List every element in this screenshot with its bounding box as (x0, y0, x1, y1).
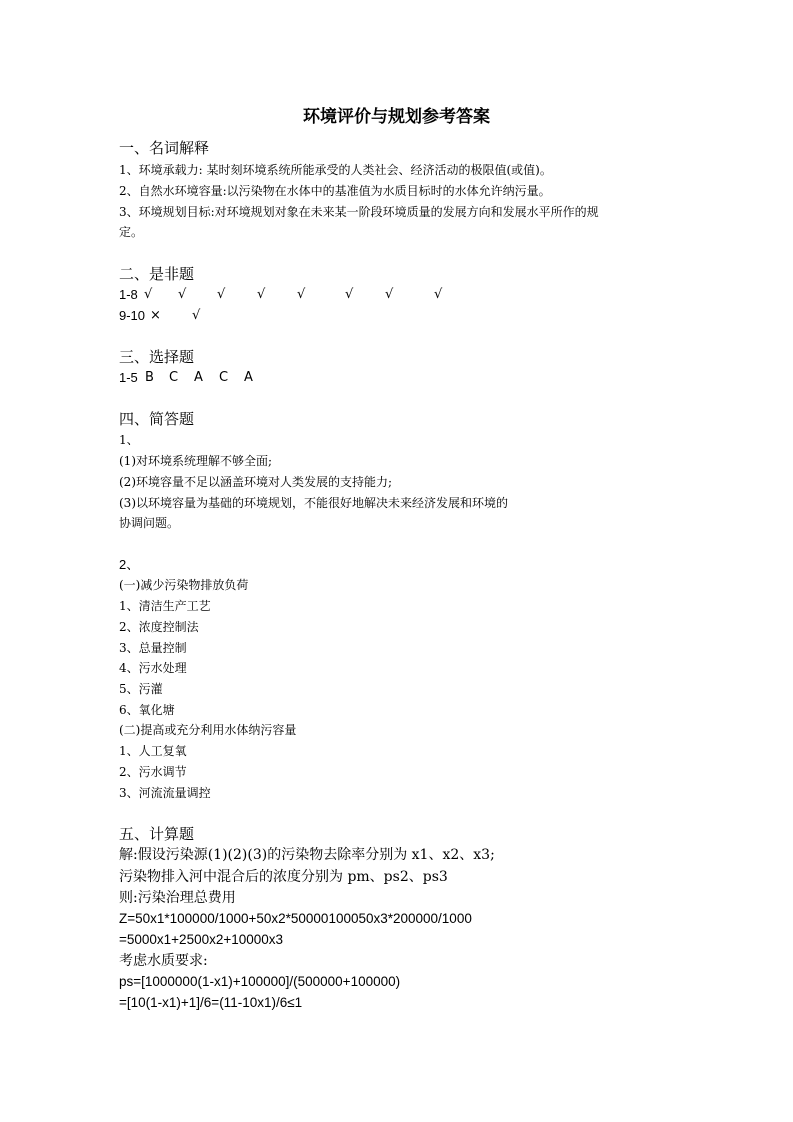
true-false-mark-1: √ (144, 287, 153, 302)
short-answer-2-line: 4、污水处理 (119, 661, 187, 675)
choice-label: 1-5 (119, 370, 138, 385)
short-answer-1-line: (3)以环境容量为基础的环境规划，不能很好地解决未来经济发展和环境的 (119, 496, 509, 510)
true-false-row2-label: 9-10 (119, 308, 146, 323)
short-answer-1-line: 协调问题。 (119, 516, 180, 530)
short-answer-2-line: 6、氧化塘 (119, 703, 175, 717)
short-answer-2-line: 5、污灌 (119, 682, 163, 696)
definition-2: 2、自然水环境容量:以污染物在水体中的基准值为水质目标时的水体允许纳污量。 (119, 184, 551, 198)
short-answer-2-line: 1、清洁生产工艺 (119, 599, 211, 613)
short-answer-2-line: 3、总量控制 (119, 641, 187, 655)
definition-1: 1、环境承载力: 某时刻环境系统所能承受的人类社会、经济活动的极限值(或值)。 (119, 163, 552, 177)
section2-heading: 二、是非题 (119, 265, 195, 283)
choice-answer-3: A (194, 370, 203, 385)
calculation-line: ps=[1000000(1-x1)+100000]/(500000+100000) (119, 974, 401, 989)
short-answer-2-line: 3、河流流量调控 (119, 786, 211, 800)
short-answer-1-line: (2)环境容量不足以涵盖环境对人类发展的支持能力; (119, 475, 393, 489)
true-false-mark-6: √ (345, 287, 354, 302)
section5-heading: 五、计算题 (119, 825, 195, 843)
choice-answer-2: C (169, 370, 179, 385)
true-false-mark-10: √ (192, 308, 201, 323)
short-answer-2-line: (一)减少污染物排放负荷 (119, 578, 249, 592)
choice-answer-1: B (145, 370, 154, 385)
calculation-line: 解:假设污染源(1)(2)(3)的污染物去除率分别为 x1、x2、x3; (119, 847, 495, 863)
true-false-mark-8: √ (434, 287, 443, 302)
calculation-line: 则:污染治理总费用 (119, 890, 236, 906)
section4-heading: 四、简答题 (119, 410, 195, 428)
calculation-line: =5000x1+2500x2+10000x3 (119, 932, 284, 947)
section1-heading: 一、名词解释 (119, 139, 210, 157)
short-answer-2-line: 2、浓度控制法 (119, 620, 199, 634)
true-false-mark-2: √ (178, 287, 187, 302)
calculation-line: 考虑水质要求: (119, 953, 208, 969)
true-false-mark-7: √ (385, 287, 394, 302)
short-answer-2-label: 2、 (119, 557, 140, 572)
section3-heading: 三、选择题 (119, 348, 195, 366)
definition-3-line1: 3、环境规划目标:对环境规划对象在未来某一阶段环境质量的发展方向和发展水平所作的规 (119, 205, 599, 219)
choice-answer-4: C (219, 370, 229, 385)
true-false-mark-3: √ (217, 287, 226, 302)
calculation-line: =[10(1-x1)+1]/6=(11-10x1)/6≤1 (119, 995, 303, 1010)
short-answer-2-line: (二)提高或充分利用水体纳污容量 (119, 723, 297, 737)
definition-3-line2: 定。 (119, 225, 144, 239)
calculation-line: 污染物排入河中混合后的浓度分别为 pm、ps2、ps3 (119, 869, 448, 885)
document-title: 环境评价与规划参考答案 (303, 107, 490, 127)
short-answer-2-line: 2、污水调节 (119, 765, 187, 779)
true-false-mark-4: √ (257, 287, 266, 302)
calculation-line: Z=50x1*100000/1000+50x2*50000100050x3*200000/1000 (119, 911, 472, 926)
choice-answer-5: A (244, 370, 253, 385)
true-false-mark-9: × (150, 308, 161, 323)
true-false-mark-5: √ (297, 287, 306, 302)
short-answer-1-label: 1、 (119, 433, 139, 447)
short-answer-1-line: (1)对环境系统理解不够全面; (119, 454, 273, 468)
true-false-row1-label: 1-8 (119, 287, 138, 302)
short-answer-2-line: 1、人工复氧 (119, 744, 187, 758)
